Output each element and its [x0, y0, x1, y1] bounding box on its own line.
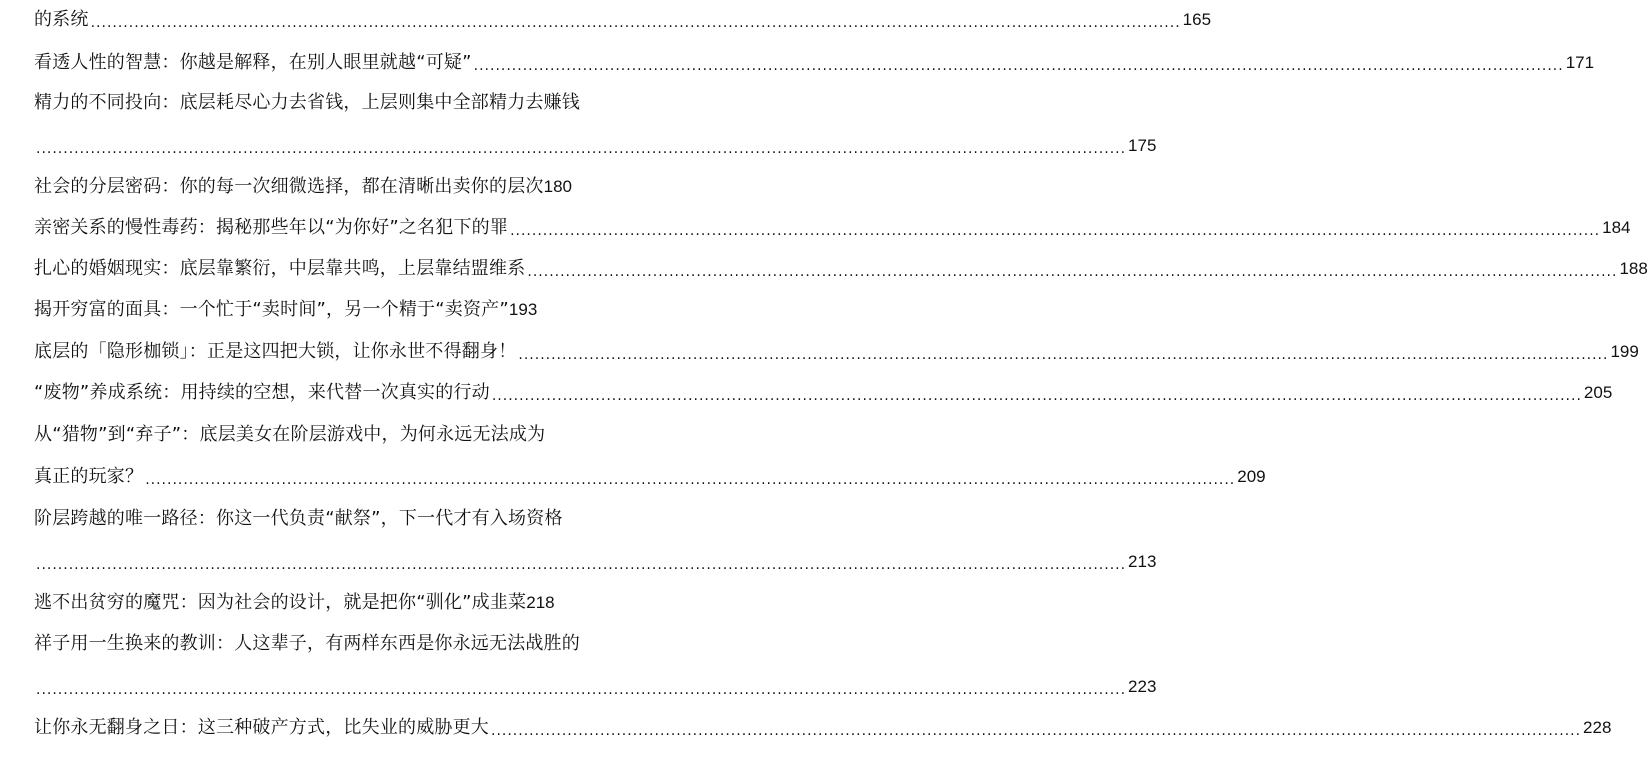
toc-line	[34, 295, 586, 325]
toc-page-number: 193	[508, 300, 538, 319]
dot-leader: ........................................................................................................................................................................................................	[145, 472, 1236, 488]
toc-line	[34, 462, 1266, 492]
toc-title: 从“猎物”到“弃子”：底层美女在阶层游戏中，为何永远无法成为	[34, 424, 546, 445]
dot-leader: ........................................................................................................................................................................................................	[527, 264, 1618, 280]
toc-line	[34, 88, 586, 118]
dot-leader: ........................................................................................................................................................................................................	[36, 682, 1127, 698]
dot-leader: ........................................................................................................................................................................................................	[36, 141, 1127, 157]
dot-leader: ........................................................................................................................................................................................................	[518, 347, 1609, 363]
toc-line	[34, 172, 586, 202]
toc-page-number: 205	[1583, 383, 1613, 402]
toc-page-number: 175	[1128, 136, 1157, 155]
toc-page-number: 188	[1619, 259, 1648, 278]
dot-leader: ........................................................................................................................................................................................................	[36, 557, 1127, 573]
toc-page-number: 223	[1128, 677, 1157, 696]
dot-leader: ........................................................................................................................................................................................................	[510, 223, 1601, 239]
toc-page-number: 180	[543, 177, 572, 196]
toc-line	[34, 547, 1157, 577]
toc-title: 看透人性的智慧：你越是解释，在别人眼里就越“可疑”	[34, 52, 472, 73]
toc-line	[34, 131, 1157, 161]
toc-title: 真正的玩家？	[34, 466, 144, 487]
toc-line	[34, 48, 1595, 78]
toc-line	[34, 504, 586, 534]
toc-line	[34, 588, 586, 618]
toc-title: “废物”养成系统：用持续的空想，来代替一次真实的行动	[34, 382, 490, 403]
toc-line	[34, 378, 1613, 408]
toc-title: 亲密关系的慢性毒药：揭秘那些年以“为你好”之名犯下的罪	[34, 217, 509, 238]
toc-title: 祥子用一生换来的教训：人这辈子，有两样东西是你永远无法战胜的	[34, 633, 580, 654]
toc-page-number: 165	[1182, 10, 1212, 29]
toc-page-number: 171	[1565, 53, 1595, 72]
toc-page-number: 184	[1602, 218, 1631, 237]
toc-line	[34, 713, 1612, 743]
toc-title: 社会的分层密码：你的每一次细微选择，都在清晰出卖你的层次	[34, 176, 544, 197]
toc-title: 的系统	[34, 9, 89, 30]
toc-title: 扎心的婚姻现实：底层靠繁衍，中层靠共鸣，上层靠结盟维系	[34, 258, 526, 279]
toc-page-number: 209	[1237, 467, 1266, 486]
toc-page-number: 213	[1128, 552, 1157, 571]
toc-page-number: 228	[1583, 718, 1612, 737]
toc-page-number: 218	[526, 593, 555, 612]
toc-line	[34, 5, 1212, 35]
toc-title: 揭开穷富的面具：一个忙于“卖时间”，另一个精于“卖资产”	[34, 299, 509, 320]
toc-line	[34, 337, 1639, 367]
toc-title: 精力的不同投向：底层耗尽心力去省钱，上层则集中全部精力去赚钱	[34, 92, 580, 113]
toc-page-number: 199	[1610, 342, 1639, 361]
toc-title: 底层的「隐形枷锁」：正是这四把大锁，让你永世不得翻身！	[34, 341, 517, 362]
toc-line	[34, 213, 1631, 243]
toc-title: 让你永无翻身之日：这三种破产方式，比失业的威胁更大	[34, 717, 489, 738]
toc-line	[34, 254, 1648, 284]
toc-line	[34, 672, 1157, 702]
toc-title: 逃不出贫穷的魔咒：因为社会的设计，就是把你“驯化”成韭菜	[34, 592, 527, 613]
dot-leader: ........................................................................................................................................................................................................	[90, 15, 1181, 31]
toc-line	[34, 629, 586, 659]
dot-leader: ........................................................................................................................................................................................................	[491, 723, 1582, 739]
toc-line	[34, 420, 586, 450]
toc-title: 阶层跨越的唯一路径：你这一代负责“献祭”，下一代才有入场资格	[34, 508, 563, 529]
dot-leader: ........................................................................................................................................................................................................	[473, 58, 1564, 74]
dot-leader: ........................................................................................................................................................................................................	[491, 388, 1582, 404]
